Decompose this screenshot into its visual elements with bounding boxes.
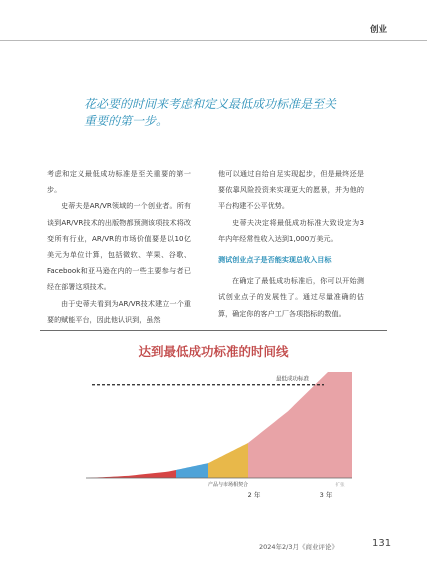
left-column <box>47 166 191 328</box>
left-paragraph-3: 由于史蒂夫看到为AR/VR技术建立一个重要的赋能平台，因此他认识到，虽然 <box>47 298 191 324</box>
phase-area-4 <box>328 372 352 478</box>
scale-label: 扩张 <box>335 483 345 488</box>
right-paragraph-3: 在确定了最低成功标准后，你可以开始测试创业点子的发展性了。通过尽量准确的估算，确定你的客户工厂各项指标的数值。 <box>218 276 364 318</box>
timeline-chart <box>40 330 387 525</box>
issue-date: 2024年2/3月《商业评论》 <box>259 543 339 551</box>
phase-label: 产品与市场相契合 <box>207 482 249 488</box>
subheading: 测试创业点子是否能实现总收入目标 <box>218 255 332 265</box>
right-paragraph-1: 他可以通过自给自足实现起步，但是最终还是要依靠风险投资来实现更大的愿景，并为他的平台构建不公平优势。 <box>218 169 364 211</box>
threshold-label: 最低成功标准 <box>276 376 310 383</box>
x-tick-3-years: 3 年 <box>319 491 333 499</box>
phase-area-0 <box>88 470 176 478</box>
section-label: 创业 <box>369 25 387 35</box>
chart-title: 达到最低成功标准的时间线 <box>138 344 289 359</box>
right-paragraph-2: 史蒂夫决定将最低成功标准大致设定为3年内年经常性收入达到1,000万美元。 <box>218 217 364 243</box>
phase-area-2 <box>208 443 248 478</box>
top-bar <box>0 20 427 41</box>
right-column <box>218 166 364 322</box>
phase-area-3 <box>248 372 328 478</box>
page-number: 131 <box>372 538 392 549</box>
x-tick-2-years: 2 年 <box>247 491 261 499</box>
pull-quote: 花必要的时间来考虑和定义最低成功标准是至关重要的第一步。 <box>84 97 337 128</box>
chart-plot <box>40 330 387 525</box>
phase-area-1 <box>176 463 208 478</box>
left-paragraph-1: 考虑和定义最低成功标准是至关重要的第一步。 <box>47 169 191 195</box>
left-paragraph-2: 史蒂夫是AR/VR领域的一个创业者。所有谈到AR/VR技术的出版物都预测该项技术将改变所有行业，AR/VR的市场价值要是以10亿美元为单位计算，包括微软、苹果、谷歌、Facebook和亚马逊在内的一些主要参与者已经在部署这项技术。 <box>47 201 191 292</box>
